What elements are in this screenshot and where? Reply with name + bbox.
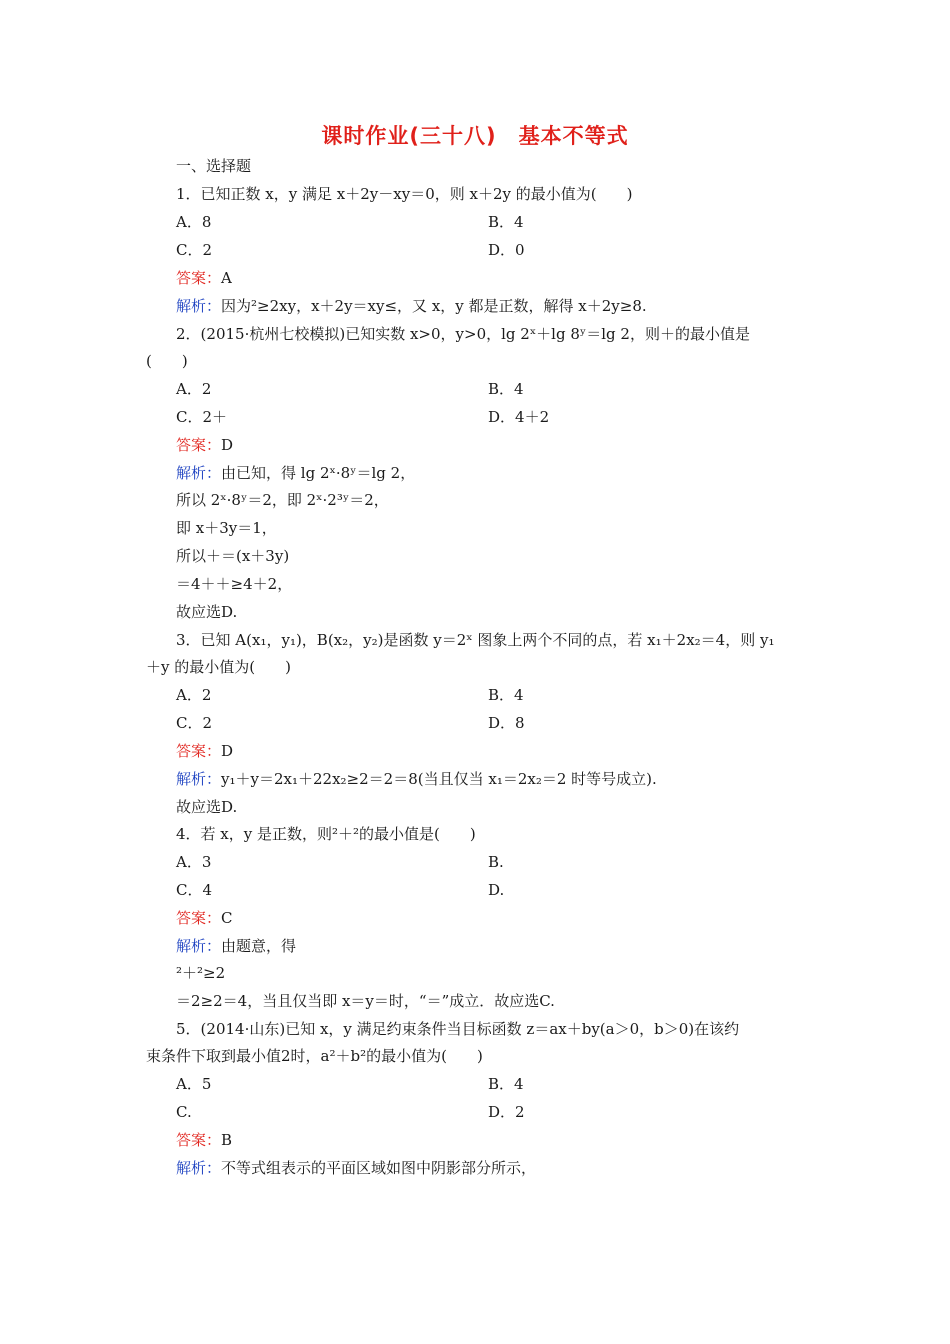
- question-1-option-b: B．4: [488, 213, 524, 231]
- question-2-stem: 2．(2015·杭州七校模拟)已知实数 x>0，y>0，lg 2ˣ＋lg 8ʸ＝lg 2，则＋的最小值是: [176, 325, 750, 343]
- explanation-line: 所以 2ˣ·8ʸ＝2，即 2ˣ·2³ʸ＝2，: [176, 491, 389, 509]
- question-1-option-d: D．0: [488, 241, 525, 259]
- explanation-line: 由已知，得 lg 2ˣ·8ʸ＝lg 2，: [221, 464, 416, 482]
- answer-label: 答案：: [176, 742, 222, 760]
- explanation-label: 解析：: [176, 937, 222, 955]
- question-5-option-a: A．5: [176, 1075, 212, 1093]
- page-title: 课时作业(三十八) 基本不等式: [321, 124, 629, 148]
- explanation-label: 解析：: [176, 1159, 222, 1177]
- explanation-line: 由题意，得: [221, 937, 297, 955]
- question-1-stem: 1．已知正数 x，y 满足 x＋2y－xy＝0，则 x＋2y 的最小值为( ): [176, 185, 633, 203]
- question-4-stem: 4．若 x，y 是正数，则²＋²的最小值是( ): [176, 825, 476, 843]
- explanation-label: 解析：: [176, 770, 222, 788]
- question-1-option-a: A．8: [176, 213, 212, 231]
- question-4-option-c: C．4: [176, 881, 213, 899]
- question-4-option-b: B.: [488, 853, 504, 871]
- question-2-answer: [176, 435, 233, 455]
- question-1-option-c: C．2: [176, 241, 213, 259]
- question-1-answer: [176, 268, 232, 288]
- question-5-answer: [176, 1130, 232, 1150]
- explanation-line: 即 x＋3y＝1，: [176, 519, 277, 537]
- answer-value: C: [221, 909, 233, 927]
- section-heading: 一、选择题: [176, 157, 252, 175]
- question-2-stem-continued: ( ): [146, 352, 188, 370]
- explanation-line: 故应选D.: [176, 798, 238, 816]
- explanation-line: 故应选D.: [176, 603, 238, 621]
- explanation-label: 解析：: [176, 297, 222, 315]
- answer-label: 答案：: [176, 436, 222, 454]
- question-3-option-a: A．2: [176, 686, 212, 704]
- explanation-line: ＝4＋＋≥4＋2，: [176, 575, 293, 593]
- explanation-line: y₁＋y＝2x₁＋22x₂≥2＝2＝8(当且仅当 x₁＝2x₂＝2 时等号成立).: [221, 770, 657, 788]
- question-3-option-c: C．2: [176, 714, 213, 732]
- question-5-option-c: C.: [176, 1103, 192, 1121]
- answer-value: B: [221, 1131, 233, 1149]
- question-3-stem: 3．已知 A(x₁，y₁)，B(x₂，y₂)是函数 y＝2ˣ 图象上两个不同的点，若 x₁＋2x₂＝4，则 y₁: [176, 631, 775, 649]
- question-5-stem-continued: 束条件下取到最小值2时，a²＋b²的最小值为( ): [146, 1047, 483, 1065]
- answer-label: 答案：: [176, 269, 222, 287]
- question-2-option-c: C．2＋: [176, 408, 228, 426]
- explanation-line: ²＋²≥2: [176, 964, 226, 982]
- explanation-line: 所以＋＝(x＋3y): [176, 547, 290, 565]
- question-3-option-b: B．4: [488, 686, 524, 704]
- question-3-answer: [176, 741, 233, 761]
- explanation-line: 不等式组表示的平面区域如图中阴影部分所示，: [221, 1159, 537, 1177]
- answer-value: D: [221, 436, 234, 454]
- question-5-option-d: D．2: [488, 1103, 525, 1121]
- explanation-line: 因为²≥2xy，x＋2y＝xy≤，又 x，y 都是正数，解得 x＋2y≥8.: [221, 297, 647, 315]
- question-4-option-a: A．3: [176, 853, 212, 871]
- question-1-explanation: [176, 296, 647, 316]
- question-3-stem-continued: ＋y 的最小值为( ): [146, 658, 291, 676]
- answer-value: A: [221, 269, 232, 287]
- explanation-line: ＝2≥2＝4，当且仅当即 x＝y＝时，“＝”成立．故应选C.: [176, 992, 555, 1010]
- answer-label: 答案：: [176, 909, 222, 927]
- question-5-explanation: [176, 1158, 536, 1178]
- question-4-option-d: D.: [488, 881, 505, 899]
- question-2-explanation: [176, 463, 415, 483]
- question-4-explanation: [176, 936, 296, 956]
- explanation-label: 解析：: [176, 464, 222, 482]
- question-3-option-d: D．8: [488, 714, 525, 732]
- question-2-option-a: A．2: [176, 380, 212, 398]
- answer-value: D: [221, 742, 234, 760]
- question-5-stem: 5．(2014·山东)已知 x，y 满足约束条件当目标函数 z＝ax＋by(a＞0，b＞0)在该约: [176, 1020, 740, 1038]
- question-3-explanation: [176, 769, 657, 789]
- question-2-option-d: D．4＋2: [488, 408, 550, 426]
- question-4-answer: [176, 908, 233, 928]
- question-5-option-b: B．4: [488, 1075, 524, 1093]
- answer-label: 答案：: [176, 1131, 222, 1149]
- question-2-option-b: B．4: [488, 380, 524, 398]
